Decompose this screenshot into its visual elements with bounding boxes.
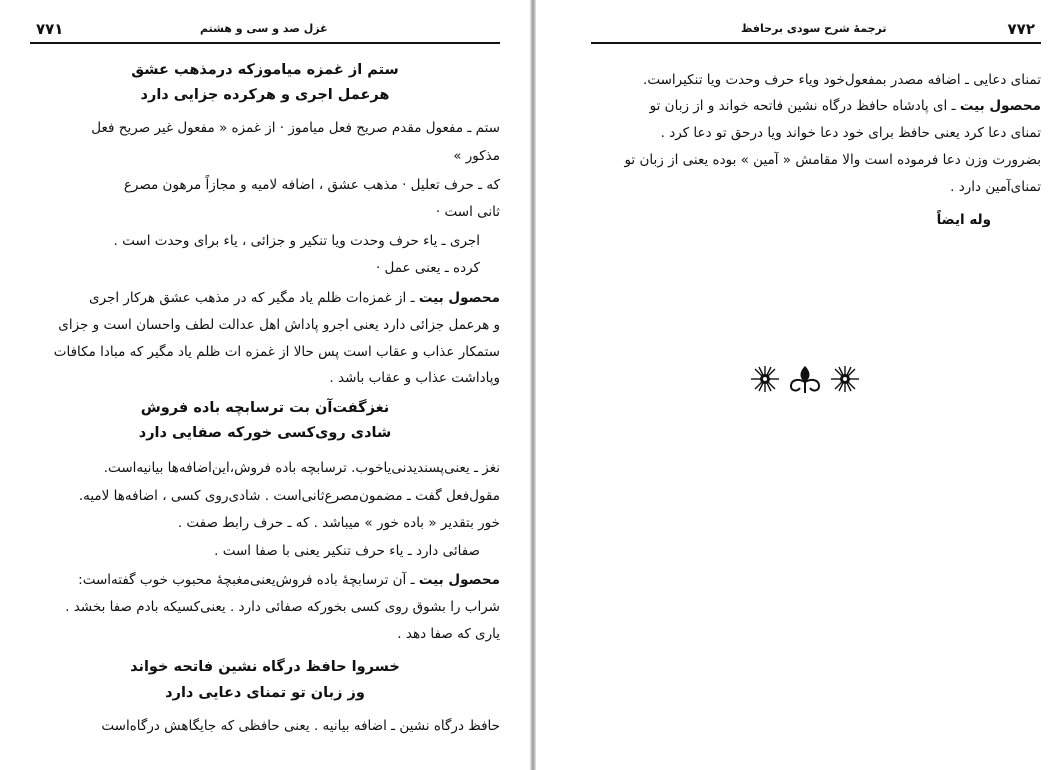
right-page [536,0,1061,770]
right-page-header [591,20,1041,42]
right-running-title: ترجمهٔ شرح سودی برحافظ [741,22,887,35]
verse2-line1: نغزگفت‌آن بت ترسابچه باده فروش [140,400,390,416]
fleur-center-icon [788,364,822,394]
right-summary-line4: تمنای‌آمین دارد . [950,179,1041,195]
left-header-rule [30,42,500,44]
para2-line2: مقول‌فعل گفت ـ مضمون‌مصرع‌ثانی‌است . شادی‌روی کسی ، اضافه‌ها لامیه. [78,488,500,504]
para1-line1: ستم ـ مفعول مقدم صریح فعل میاموز · از غمزه « مفعول غیر صریح فعل [91,120,500,136]
left-page-header [30,20,500,42]
left-page-number: ۷۷۱ [36,20,64,38]
right-summary-line1 [596,96,1041,116]
rosette-right-icon [828,364,862,394]
para1-line6: کرده ـ یعنی عمل · [375,260,480,276]
verse1-line1: ستم از غمزه میاموزکه درمذهب عشق [131,62,399,78]
summary1-lead: محصول بیت [418,290,500,306]
summary2-line2: شراب را بشوق روی کسی بخورکه صفائی دارد . یعنی‌کسیکه بادم صفا بخشد . [65,599,500,615]
right-summary-line2: تمنای دعا کرد یعنی حافظ برای خود دعا خواند ویا درحق تو دعا کرد . [660,125,1041,141]
right-header-rule [591,42,1041,44]
para1-line2: مذکور » [453,148,500,164]
right-para1-line1: تمنای دعایی ـ اضافه مصدر بمفعول‌خود ویاء حرف وحدت ویا تنکیراست. [643,72,1041,88]
floral-ornament-icon [748,364,862,394]
summary2-line1 [30,570,500,590]
summary2-line3: یاری که صفا دهد . [397,626,500,642]
verse1-line2: هرعمل اجری و هرکرده جزایی دارد [140,87,390,103]
summary1-line1 [30,288,500,308]
verse3-line1: خسروا حافظ درگاه نشین فاتحه خواند [130,659,400,675]
para1-line5: اجری ـ یاء حرف وحدت ویا تنکیر و جزائی ، یاء برای وحدت است . [113,233,480,249]
right-summary-lead: محصول بیت [959,98,1041,114]
para2-line4: صفائی دارد ـ یاء حرف تنکیر یعنی با صفا است . [214,543,480,559]
closing-heading: وله ایضاً [936,212,991,228]
summary1-line3: ستمکار عذاب و عقاب است پس حالا از غمزه ات ظلم یاد مگیر که مبادا مکافات [53,344,500,360]
summary1-line1-text: ـ از غمزه‌ات ظلم یاد مگیر که در مذهب عشق هرکار اجری [89,290,415,306]
right-summary-line3: بضرورت وزن دعا فرموده است والا مقامش « آمین » بوده یعنی از زبان تو [624,152,1041,168]
verse2-line2: شادی روی‌کسی خورکه صفایی دارد [138,425,392,441]
para3-line1: حافظ درگاه نشین ـ اضافه بیانیه . یعنی حافظی که جایگاهش درگاه‌است [101,718,500,734]
right-page-number: ۷۷۲ [1007,20,1035,38]
para2-line1: نغز ـ یعنی‌پسندیدنی‌یاخوب. ترسابچه باده فروش،این‌اضافه‌ها بیانیه‌است. [103,460,500,476]
para1-line4: ثانی است · [435,204,500,220]
para1-line3: که ـ حرف تعلیل · مذهب عشق ، اضافه لامیه و مجازاً مرهون مصرع [123,177,500,193]
summary2-lead: محصول بیت [418,572,500,588]
right-summary-line1-text: ـ ای پادشاه حافظ درگاه نشین فاتحه خواند و از زبان تو [649,98,956,114]
rosette-left-icon [748,364,782,394]
verse3-line2: وز زبان تو تمنای دعایی دارد [165,685,365,701]
para2-line3: خور بتقدیر « باده خور » میباشد . که ـ حرف رابط صفت . [177,515,500,531]
summary1-line2: و هرعمل جزائی دارد یعنی اجرو پاداش اهل عدالت لطف واحسان است و جزای [58,317,500,333]
summary1-line4: وپاداشت عذاب و عقاب باشد . [329,370,500,386]
summary2-line1-text: ـ آن ترسابچهٔ باده فروش‌یعنی‌مغبچهٔ محبوب خوب گفته‌است: [78,572,415,588]
left-running-title: غزل صد و سی و هشتم [200,22,328,35]
left-page [0,0,530,770]
